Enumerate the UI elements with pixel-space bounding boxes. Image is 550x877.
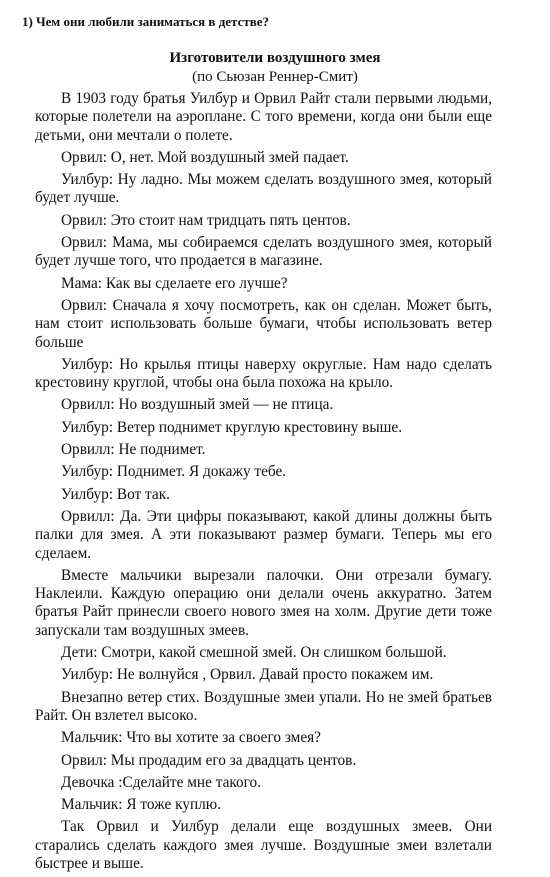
paragraph: Мальчик: Что вы хотите за своего змея? — [61, 729, 321, 747]
paragraph: Орвил: Это стоит нам тридцать пять центов. — [61, 211, 351, 229]
paragraph: Орвил: Сначала я хочу посмотреть, как он сделан. Может быть, нам стоит использовать больше бумаги, чтобы использовать ветер больше — [35, 296, 492, 351]
paragraph: Уилбур: Но крылья птицы наверху округлые. Нам надо сделать крестовину круглой, чтобы она была похожа на крыло. — [35, 355, 492, 392]
question-heading: 1) Чем они любили заниматься в детстве? — [22, 14, 270, 29]
paragraph: Орвилл: Да. Эти цифры показывают, какой длины должны быть палки для змея. А эти показывают размер бумаги. Теперь мы его сделаем. — [35, 507, 492, 562]
paragraph: Уилбур: Ну ладно. Мы можем сделать воздушного змея, который будет лучше. — [35, 171, 492, 207]
paragraph: Дети: Смотри, какой смешной змей. Он слишком большой. — [61, 644, 447, 662]
paragraph: Орвилл: Не поднимет. — [61, 441, 206, 459]
paragraph: Уилбур: Не волнуйся , Орвил. Давай просто покажем им. — [61, 666, 434, 684]
paragraph: Орвилл: Но воздушный змей — не птица. — [61, 396, 334, 414]
story-title: Изготовители воздушного змея — [169, 50, 381, 66]
paragraph: Девочка :Сделайте мне такого. — [61, 773, 262, 791]
paragraph: Вместе мальчики вырезали палочки. Они отрезали бумагу. Наклеили. Каждую операцию они делали очень аккуратно. Затем братья Райт принесли своего нового змея на холм. Другие дети тоже запускали там воздушных змеев. — [35, 566, 492, 639]
paragraph: Уилбур: Ветер поднимет круглую крестовину выше. — [61, 418, 403, 436]
paragraph: Уилбур: Поднимет. Я докажу тебе. — [61, 463, 287, 481]
paragraph: Мама: Как вы сделаете его лучше? — [61, 274, 288, 292]
paragraph: Орвил: О, нет. Мой воздушный змей падает. — [61, 148, 349, 166]
paragraph: Мальчик: Я тоже куплю. — [61, 796, 222, 814]
paragraph: Внезапно ветер стих. Воздушные змеи упали. Но не змей братьев Райт. Он взлетел высоко. — [35, 688, 492, 724]
paragraph: В 1903 году братья Уилбур и Орвил Райт стали первыми людьми, которые полетели на аэроплане. С того времени, когда они были еще детьми, они мечтали о полете. — [35, 90, 492, 144]
paragraph: Так Орвил и Уилбур делали еще воздушных змеев. Они старались сделать каждого змея лучше. Воздушные змеи взлетали быстрее и выше. — [35, 818, 492, 872]
story-subtitle: (по Сьюзан Реннер-Смит) — [192, 69, 358, 85]
paragraph: Уилбур: Вот так. — [61, 485, 170, 503]
paragraph: Орвил: Мама, мы собираемся сделать воздушного змея, который будет лучше того, что продается в магазине. — [35, 234, 492, 270]
paragraph: Орвил: Мы продадим его за двадцать центов. — [61, 751, 357, 769]
story-text — [35, 90, 492, 877]
